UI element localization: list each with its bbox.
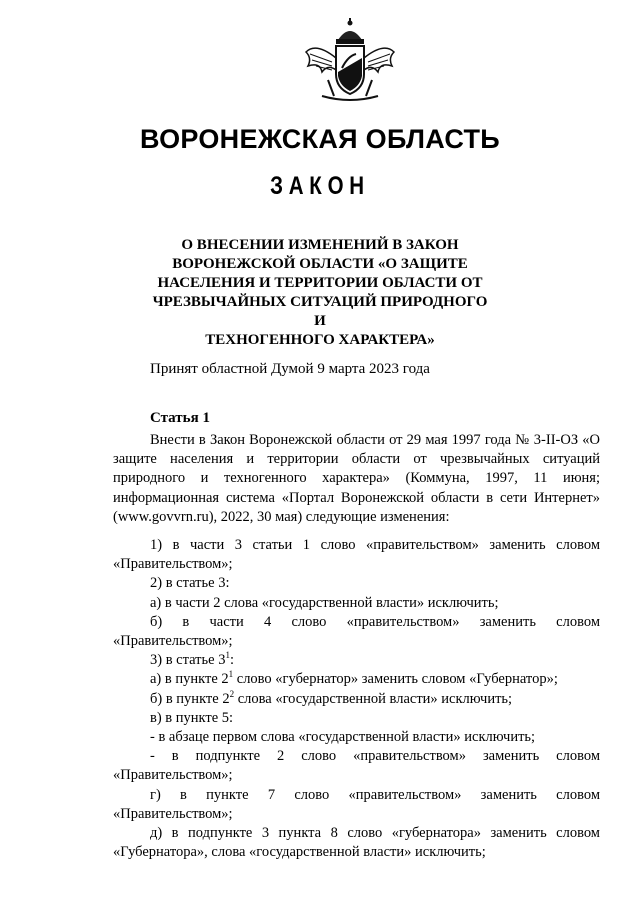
list-item: д) в подпункте 3 пункта 8 слово «губернатора» заменить словом «Губернатора», слова «государственной власти» исключить; (113, 825, 600, 861)
item-text: 3) в статье 3 (150, 652, 226, 669)
list-item: а) в части 2 слова «государственной власти» исключить; (150, 594, 499, 611)
law-title-line: О ВНЕСЕНИИ ИЗМЕНЕНИЙ В ЗАКОН (181, 237, 459, 253)
article-heading: Статья 1 (150, 410, 210, 426)
superscript: 1 (225, 650, 230, 661)
law-title-line: ВОРОНЕЖСКОЙ ОБЛАСТИ «О ЗАЩИТЕ (172, 256, 468, 272)
list-item: б) в части 4 слово «правительством» заменить словом «Правительством»; (113, 613, 600, 650)
list-item: - в абзаце первом слова «государственной власти» исключить; (150, 729, 536, 746)
item-text: слова «государственной власти» исключить; (234, 690, 513, 707)
changes-list (113, 536, 600, 862)
region-heading: ВОРОНЕЖСКАЯ ОБЛАСТЬ (139, 124, 501, 154)
item-text: : (229, 652, 234, 669)
list-item (113, 670, 600, 689)
superscript: 1 (228, 669, 234, 680)
article-intro (113, 431, 600, 527)
item-text: а) в пункте 2 (150, 671, 229, 688)
list-item: - в подпункте 2 слово «правительством» заменить словом «Правительством»; (113, 748, 600, 784)
intro-paragraph: Внести в Закон Воронежской области от 29 мая 1997 года № 3-II-ОЗ «О защите населения и территории области от чрезвычайных ситуаций природного и техногенного характера» (Коммуна, 1997, 11 июня; информационная система «Портал Воронежской области в сети Интернет» (www.govvrn.ru), 2022, 30 мая) следующие изменения: (113, 432, 600, 525)
list-item (113, 690, 600, 709)
item-text: б) в пункте 2 (150, 690, 230, 707)
list-item: в) в пункте 5: (150, 709, 234, 726)
item-text: слово «губернатор» заменить словом «Губернатор»; (233, 671, 558, 688)
list-item (113, 651, 600, 670)
list-item: г) в пункте 7 слово «правительством» заменить словом «Правительством»; (113, 786, 600, 822)
adoption-date-line: Принят областной Думой 9 марта 2023 года (150, 361, 430, 377)
list-item: 2) в статье 3: (150, 575, 230, 592)
law-title-line: ЧРЕЗВЫЧАЙНЫХ СИТУАЦИЙ ПРИРОДНОГО И (152, 294, 488, 329)
law-title-line: НАСЕЛЕНИЯ И ТЕРРИТОРИИ ОБЛАСТИ ОТ (157, 275, 483, 291)
superscript: 2 (229, 688, 235, 699)
voronezh-coat-of-arms-icon (302, 18, 398, 104)
law-title-line: ТЕХНОГЕННОГО ХАРАКТЕРА» (205, 332, 435, 348)
list-item: 1) в части 3 статьи 1 слово «правительством» заменить словом «Правительством»; (113, 537, 600, 573)
document-type-heading: ЗАКОН (270, 172, 370, 200)
law-title (150, 236, 490, 350)
